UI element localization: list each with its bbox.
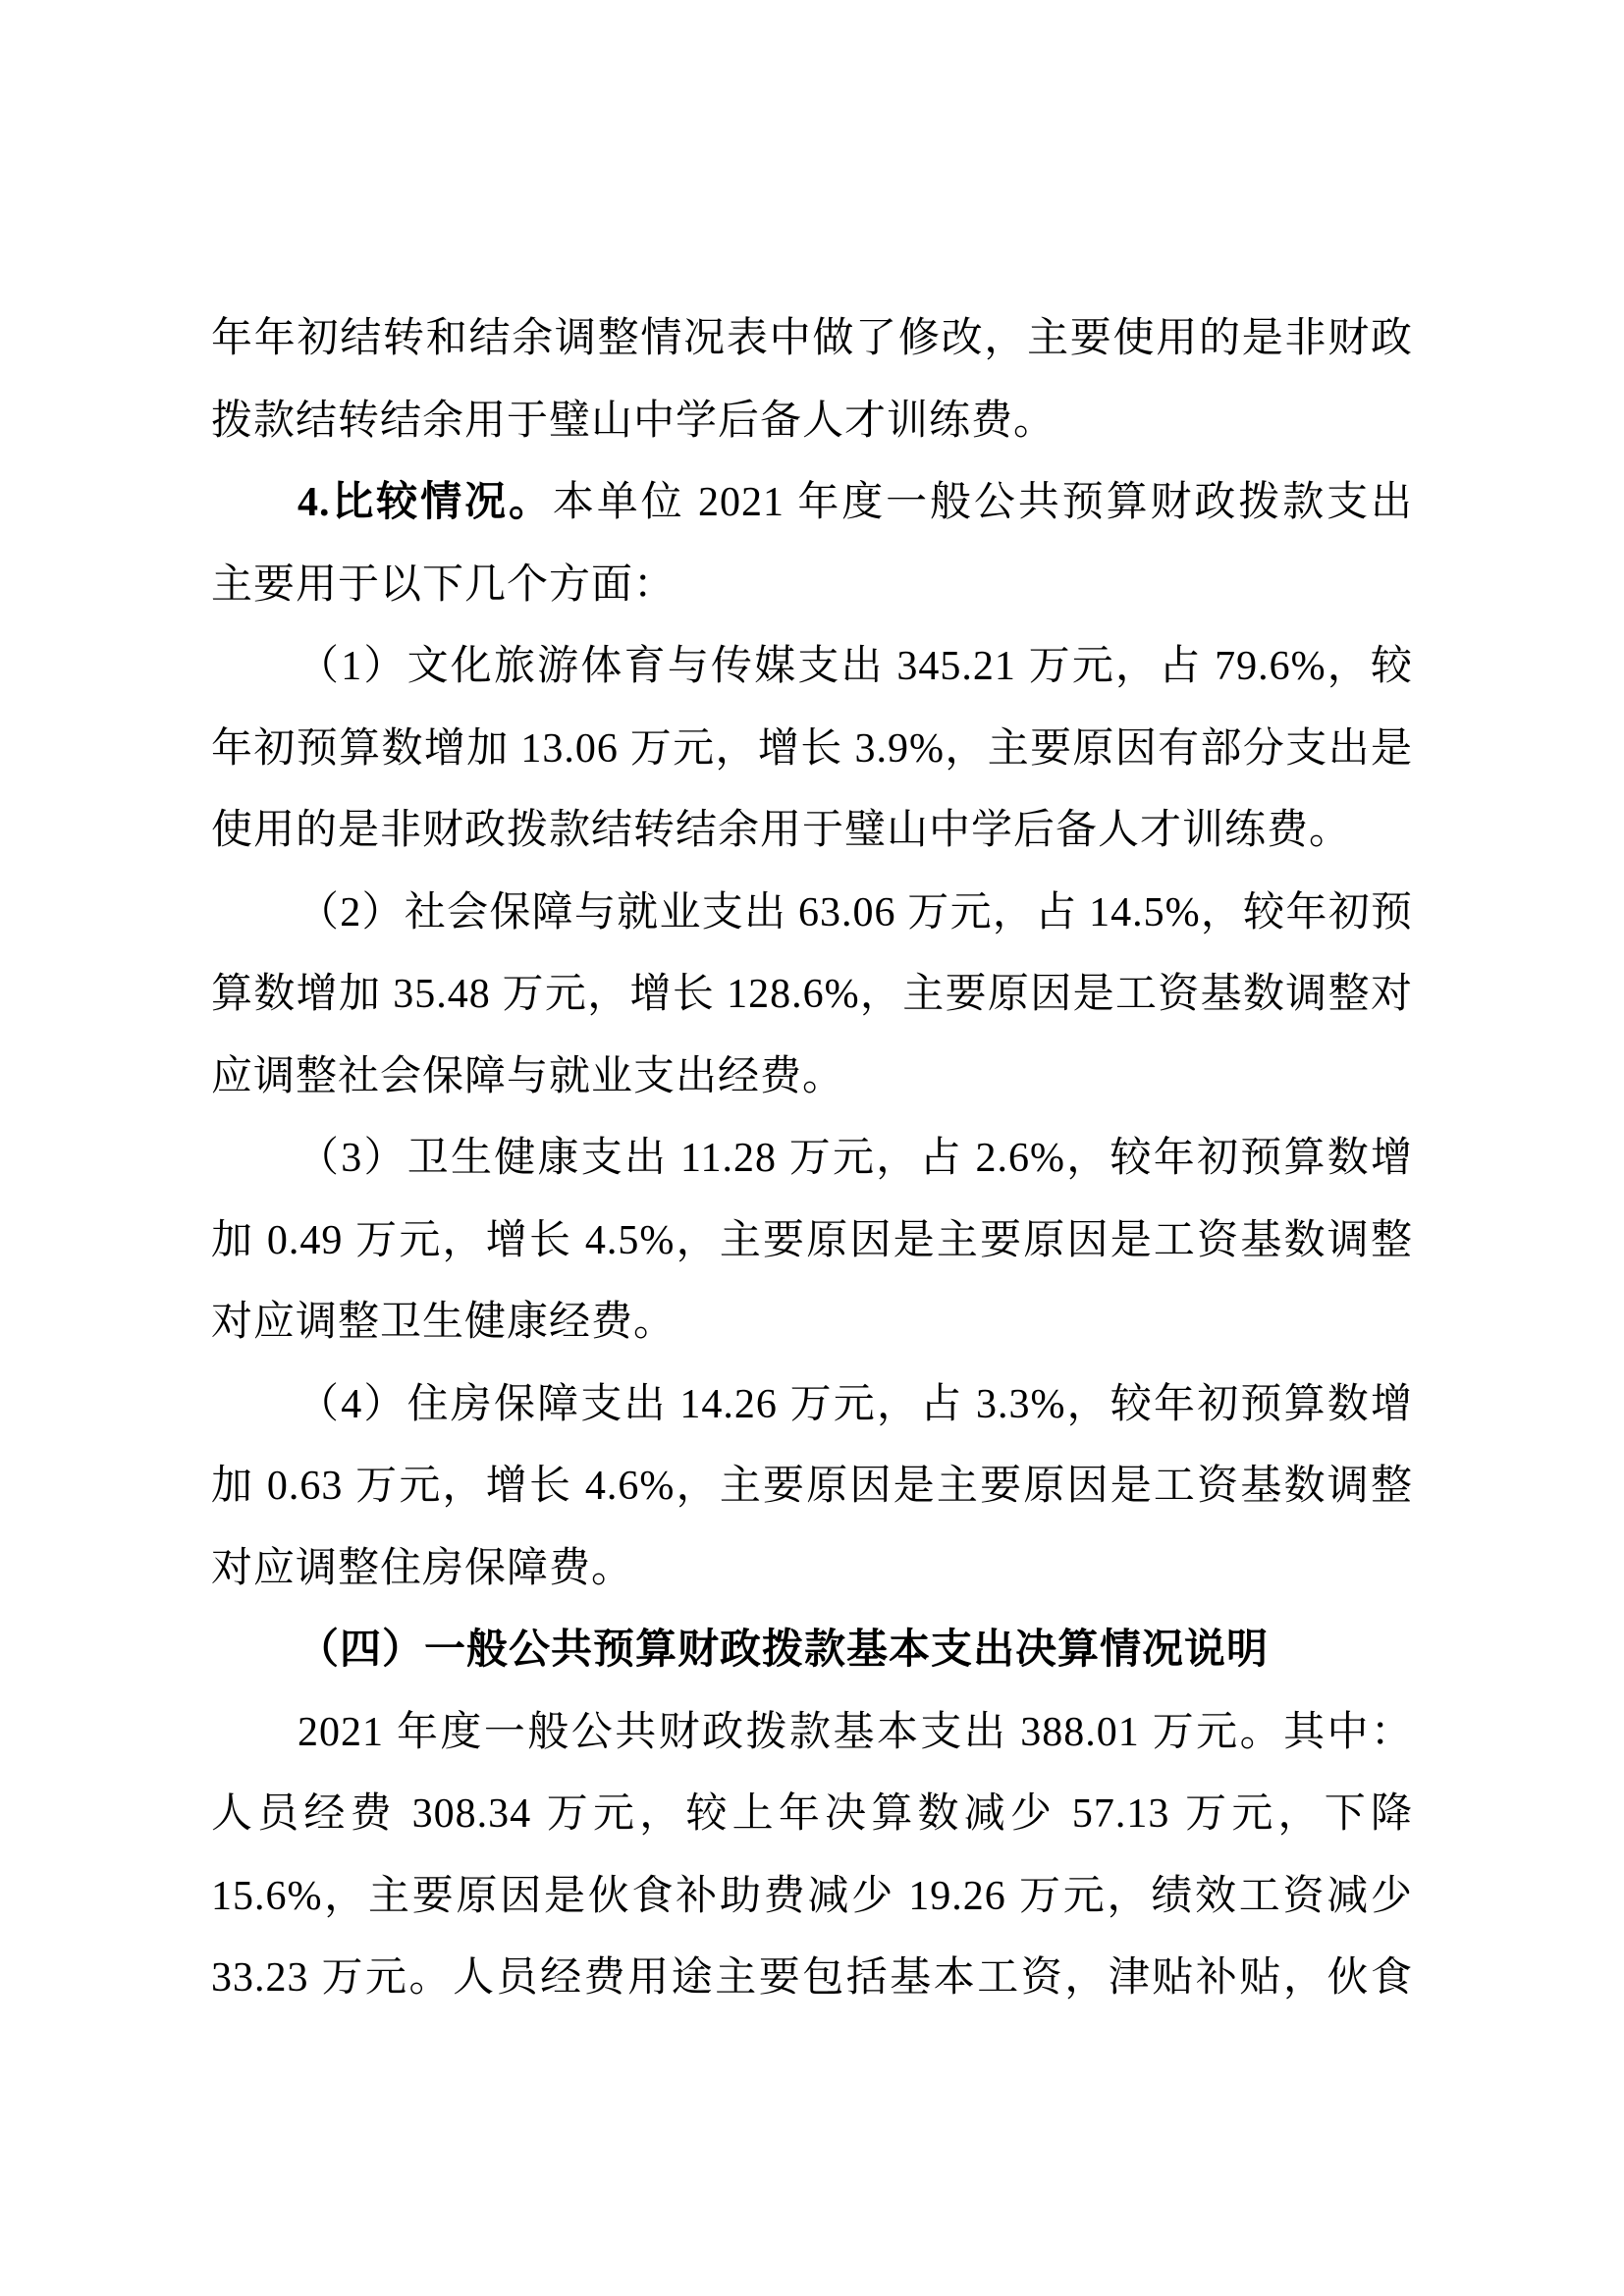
text-line (211, 954, 1413, 1037)
text-line (211, 709, 1413, 791)
text-segment: 拨款结转结余用于璧山中学后备人才训练费。 (211, 398, 1056, 444)
text-line (211, 626, 1413, 709)
text-line (211, 1528, 1413, 1611)
text-segment: 15.6%，主要原因是伙食补助费减少 19.26 万元，绩效工资减少 (211, 1873, 1413, 1919)
text-line (211, 1774, 1413, 1856)
text-line (211, 1282, 1413, 1364)
text-segment: 2021 年度一般公共财政拨款基本支出 388.01 万元。其中： (298, 1709, 1413, 1755)
text-line (211, 462, 1413, 545)
text-line (211, 1201, 1413, 1283)
text-line (211, 1037, 1413, 1119)
text-line (211, 873, 1413, 955)
text-segment: 加 0.49 万元，增长 4.5%，主要原因是主要原因是工资基数调整 (211, 1217, 1413, 1263)
text-line (211, 1610, 1413, 1692)
text-segment: （2）社会保障与就业支出 63.06 万元，占 14.5%，较年初预 (298, 889, 1413, 935)
text-line (211, 381, 1413, 463)
text-segment: 应调整社会保障与就业支出经费。 (211, 1053, 845, 1099)
text-segment: （4）住房保障支出 14.26 万元，占 3.3%，较年初预算数增 (298, 1381, 1413, 1427)
text-segment: 算数增加 35.48 万元，增长 128.6%，主要原因是工资基数调整对 (211, 972, 1413, 1017)
text-segment: 使用的是非财政拨款结转结余用于璧山中学后备人才训练费。 (211, 808, 1352, 853)
bold-text-segment: 4.比较情况。 (298, 480, 553, 525)
text-line (211, 1692, 1413, 1775)
text-segment: （3）卫生健康支出 11.28 万元，占 2.6%，较年初预算数增 (298, 1136, 1413, 1181)
text-line (211, 1364, 1413, 1447)
text-line (211, 298, 1413, 381)
text-segment: （1）文化旅游体育与传媒支出 345.21 万元，占 79.6%，较 (298, 644, 1413, 689)
text-segment: 年初预算数增加 13.06 万元，增长 3.9%，主要原因有部分支出是 (211, 725, 1413, 772)
text-segment: 人员经费 308.34 万元，较上年决算数减少 57.13 万元，下降 (211, 1791, 1413, 1837)
text-segment: 年年初结转和结余调整情况表中做了修改，主要使用的是非财政 (211, 316, 1413, 361)
bold-text-segment: （四）一般公共预算财政拨款基本支出决算情况说明 (298, 1628, 1270, 1673)
text-segment: 对应调整卫生健康经费。 (211, 1300, 677, 1345)
text-line (211, 1446, 1413, 1528)
text-line (211, 1938, 1413, 2020)
text-segment: 本单位 2021 年度一般公共预算财政拨款支出 (552, 480, 1413, 525)
text-line (211, 545, 1413, 627)
text-line (211, 790, 1413, 873)
text-segment: 33.23 万元。人员经费用途主要包括基本工资，津贴补贴，伙食 (211, 1955, 1413, 2001)
text-line (211, 1118, 1413, 1201)
text-segment: 加 0.63 万元，增长 4.6%，主要原因是主要原因是工资基数调整 (211, 1464, 1413, 1509)
text-segment: 对应调整住房保障费。 (211, 1545, 634, 1591)
text-segment: 主要用于以下几个方面： (211, 561, 677, 608)
document-text-block (211, 298, 1413, 2020)
text-line (211, 1856, 1413, 1939)
